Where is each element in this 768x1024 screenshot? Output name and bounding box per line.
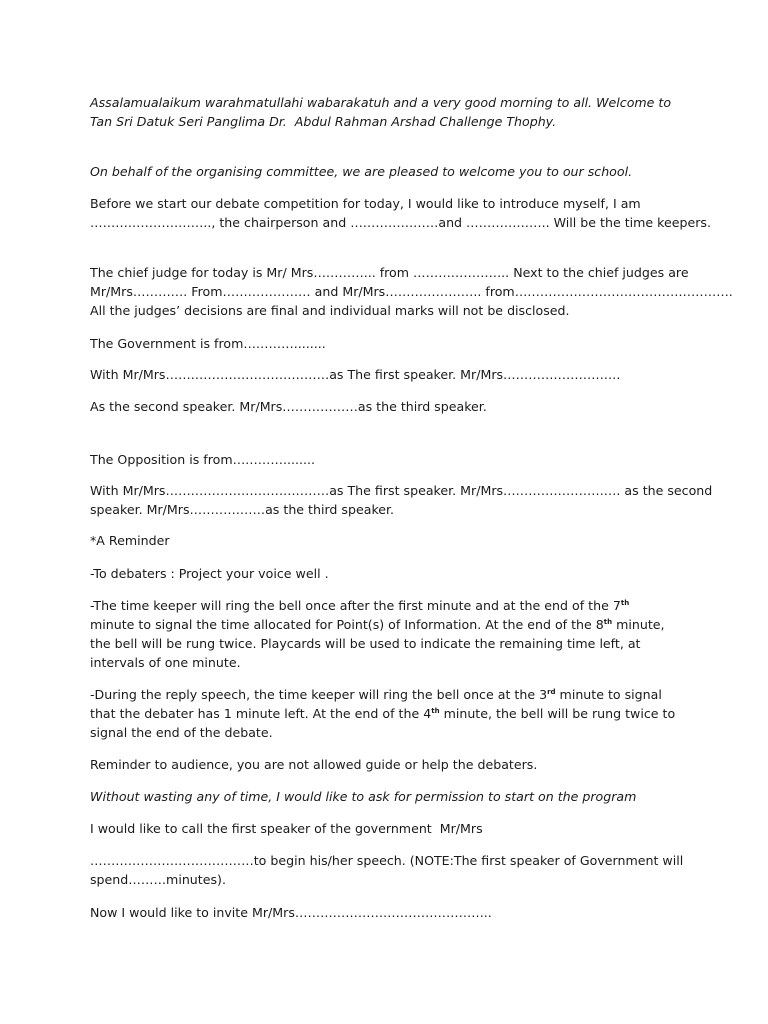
- begin-speech-line-2: spend………minutes).: [90, 872, 226, 887]
- audience-reminder: Reminder to audience, you are not allowed guide or help the debaters.: [90, 757, 538, 772]
- intro-line-1: Before we start our debate competition for today, I would like to introduce myself, I am: [90, 196, 641, 211]
- opposition-title: The Opposition is from…………........: [90, 452, 315, 467]
- reply-line-1: -During the reply speech, the time keeper will ring the bell once at the 3rd minute to signal: [90, 687, 662, 702]
- call-first-speaker: I would like to call the first speaker of the government Mr/Mrs: [90, 821, 483, 836]
- intro-line-2: ……………………….., the chairperson and …………………and ……………….. Will be the time keepers.: [90, 215, 711, 230]
- timekeeper-line-4: intervals of one minute.: [90, 655, 241, 670]
- begin-speech-line-1: …………………………………to begin his/her speech. (NOTE:The first speaker of Government will: [90, 853, 684, 868]
- timekeeper-line-1: -The time keeper will ring the bell once after the first minute and at the end of the 7th: [90, 598, 630, 613]
- government-speakers-2: As the second speaker. Mr/Mrs………………as the third speaker.: [90, 399, 487, 414]
- reply-line-2: that the debater has 1 minute left. At the end of the 4th minute, the bell will be rung twice to: [90, 706, 676, 721]
- government-speakers-1: With Mr/Mrs…………………………………as The first speaker. Mr/Mrs……………………….: [90, 367, 621, 382]
- timekeeper-line-3: the bell will be rung twice. Playcards will be used to indicate the remaining time left, at: [90, 636, 641, 651]
- judges-line-2: Mr/Mrs…………. From………………… and Mr/Mrs………………….. from…………………………………………….: [90, 284, 733, 299]
- permission-text: Without wasting any of time, I would like to ask for permission to start on the program: [90, 789, 637, 804]
- timekeeper-line-2: minute to signal the time allocated for Point(s) of Information. At the end of the 8th minute,: [90, 617, 665, 632]
- greeting-line-1: Assalamualaikum warahmatullahi wabarakatuh and a very good morning to all. Welcome to: [90, 95, 672, 110]
- reminder-voice: -To debaters : Project your voice well .: [90, 566, 329, 581]
- greeting-line-2: Tan Sri Datuk Seri Panglima Dr. Abdul Rahman Arshad Challenge Thophy.: [90, 114, 557, 129]
- invite-text: Now I would like to invite Mr/Mrs………………………………………..: [90, 905, 492, 920]
- government-title: The Government is from…………........: [90, 336, 326, 351]
- welcome-text: On behalf of the organising committee, we are pleased to welcome you to our school.: [90, 164, 633, 179]
- judges-line-3: All the judges’ decisions are final and individual marks will not be disclosed.: [90, 303, 570, 318]
- reply-line-3: signal the end of the debate.: [90, 725, 273, 740]
- judges-line-1: The chief judge for today is Mr/ Mrs…………... from ………………….. Next to the chief judges are: [90, 265, 689, 280]
- reminder-heading: *A Reminder: [90, 533, 170, 548]
- opposition-speakers-2: speaker. Mr/Mrs………………as the third speaker.: [90, 502, 395, 517]
- opposition-speakers-1: With Mr/Mrs…………………………………as The first speaker. Mr/Mrs………………………. as the second: [90, 483, 713, 498]
